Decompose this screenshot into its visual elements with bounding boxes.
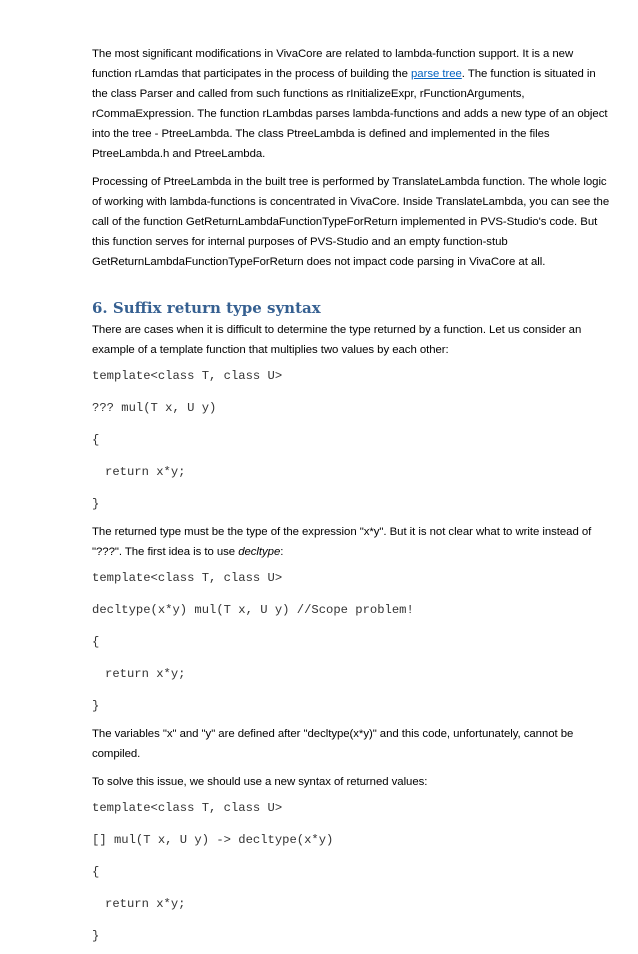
code-line: template<class T, class U> — [92, 369, 283, 383]
paragraph-ptreelambda-processing — [92, 172, 610, 272]
text-line: Processing of PtreeLambda in the built tree is performed by TranslateLambda function. The whole logic — [92, 176, 607, 188]
text-line: example of a template function that multiplies two values by each other: — [92, 344, 449, 356]
paragraph-intro-return-type — [92, 320, 592, 360]
code-line: { — [92, 433, 100, 447]
text-line: into the tree - PtreeLambda. The class PtreeLambda is defined and implemented in the files — [92, 128, 550, 140]
text-line: To solve this issue, we should use a new syntax of returned values: — [92, 776, 428, 788]
code-line: template<class T, class U> — [92, 801, 283, 815]
text-line: The variables "x" and "y" are defined after "decltype(x*y)" and this code, unfortunately, cannot be — [92, 728, 574, 740]
text-fragment: "???". The first idea is to use — [92, 546, 239, 558]
text-line: the class Parser and called from such functions as rInitializeExpr, rFunctionArguments, — [92, 88, 525, 100]
text-line: GetReturnLambdaFunctionTypeForReturn does not impact code parsing in VivaCore at all. — [92, 256, 546, 268]
text-fragment: : — [280, 546, 284, 558]
paragraph-new-syntax — [92, 772, 592, 792]
paragraph-vivacore-modifications — [92, 44, 608, 164]
code-line: return x*y; — [105, 667, 186, 681]
text-line: rCommaExpression. The function rLambdas parses lambda-functions and adds a new type of an object — [92, 108, 608, 120]
code-line: decltype(x*y) mul(T x, U y) //Scope problem! — [92, 603, 414, 617]
text-fragment: function rLamdas that participates in the process of building the — [92, 68, 411, 80]
code-block-decltype-scope-problem — [92, 570, 592, 714]
text-line: There are cases when it is difficult to determine the type returned by a function. Let us consider an — [92, 324, 582, 336]
code-line: ??? mul(T x, U y) — [92, 401, 217, 415]
paragraph-scope-explanation — [92, 724, 592, 764]
code-line: return x*y; — [105, 465, 186, 479]
parse-tree-link[interactable]: parse tree — [411, 68, 462, 80]
text-line: compiled. — [92, 748, 141, 760]
code-line: } — [92, 497, 100, 511]
section-heading: 6. Suffix return type syntax — [92, 299, 321, 317]
text-line: call of the function GetReturnLambdaFunctionTypeForReturn implemented in PVS-Studio's code. But — [92, 216, 598, 228]
text-line — [92, 542, 592, 562]
code-block-unknown-return — [92, 368, 592, 512]
text-fragment: . The function is situated in — [461, 68, 596, 80]
paragraph-decltype-idea — [92, 522, 592, 562]
text-line: The most significant modifications in VivaCore are related to lambda-function support. It is a new — [92, 48, 574, 60]
text-line — [92, 64, 596, 84]
code-line: } — [92, 699, 100, 713]
code-line: } — [92, 929, 100, 943]
text-line: The returned type must be the type of the expression "x*y". But it is not clear what to write instead of — [92, 526, 592, 538]
text-line: this function serves for internal purposes of PVS-Studio and an empty function-stub — [92, 236, 508, 248]
text-line: of working with lambda-functions is concentrated in VivaCore. Inside TranslateLambda, you can see the — [92, 196, 610, 208]
decltype-emphasis: decltype — [238, 546, 281, 558]
code-line: { — [92, 865, 100, 879]
code-line: template<class T, class U> — [92, 571, 283, 585]
code-line: { — [92, 635, 100, 649]
code-line: [] mul(T x, U y) -> decltype(x*y) — [92, 833, 334, 847]
document-page — [92, 44, 610, 954]
text-line: PtreeLambda.h and PtreeLambda. — [92, 148, 266, 160]
code-line: return x*y; — [105, 897, 186, 911]
code-block-suffix-return — [92, 800, 592, 944]
